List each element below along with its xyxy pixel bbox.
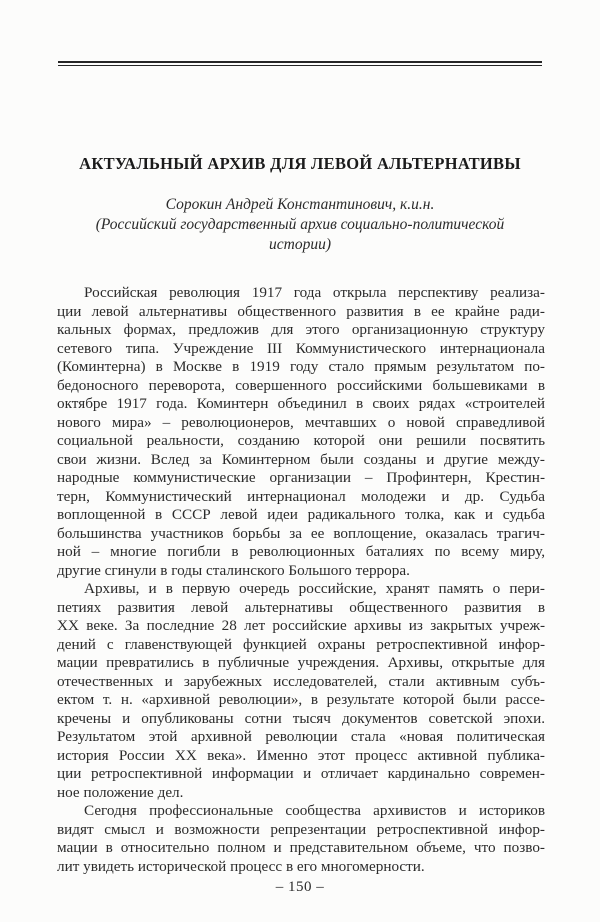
body-line: отечественных и зарубежных исследователей, стали активным субъ- — [57, 672, 545, 690]
body-line: XX веке. За последние 28 лет российские архивы из закрытых учреж- — [57, 617, 545, 634]
body-line: другие сгинули в годы сталинского Большого террора. — [57, 561, 410, 579]
article-title: АКТУАЛЬНЫЙ АРХИВ ДЛЯ ЛЕВОЙ АЛЬТЕРНАТИВЫ — [79, 154, 521, 173]
author-byline: Сорокин Андрей Константинович, к.и.н. — [165, 196, 435, 213]
body-line: октябре 1917 года. Коминтерн объединил в своих рядах «строителей — [57, 395, 545, 412]
body-line: бедоносного переворота, совершенного российскими большевиками в — [57, 376, 545, 394]
body-line: ной – многие погибли в революционных баталиях по всему миру, — [57, 543, 545, 560]
body-line: социальной реальности, созданию которой они решили посвятить — [57, 432, 545, 449]
body-line: кречены и опубликованы сотни тысяч документов советской эпохи. — [57, 709, 545, 727]
body-line: видят смысл и возможности репрезентации ретроспективной инфор- — [57, 820, 545, 838]
body-line: ции левой альтернативы общественного развития в ее крайне ради- — [57, 302, 545, 320]
body-line: ции ретроспективной информации и отличает кардинально современ- — [57, 765, 545, 782]
body-line: история России XX века». Именно этот процесс активной публика- — [57, 746, 545, 764]
body-line: нового мира» – революционеров, мечтавших о новой справедливой — [57, 413, 545, 431]
body-line: петиях развития левой альтернативы общественного развития в — [57, 598, 545, 616]
body-line: Архивы, и в первую очередь российские, хранят память о пери- — [84, 580, 545, 597]
body-line: лит увидеть исторической процесс в его многомерности. — [57, 857, 425, 875]
body-line: ное положение дел. — [57, 783, 184, 801]
body-line: мации превратились в публичные учреждения. Архивы, открытые для — [57, 654, 545, 671]
body-line: Российская революция 1917 года открыла перспективу реализа- — [84, 284, 545, 301]
body-line: терн, Коммунистический интернационал молодежи и др. Судьба — [57, 487, 545, 505]
header-rule — [58, 61, 542, 66]
body-line: ектом т. н. «архивной революции», в результате которой были рассе- — [57, 691, 545, 708]
body-line: кальных формах, предложив для этого организационную структуру — [57, 321, 545, 338]
body-line: (Коминтерна) в Москве в 1919 году стало прямым результатом по- — [57, 358, 545, 375]
body-line: свои жизни. Вслед за Коминтерном были созданы и другие между- — [57, 450, 545, 468]
body-line: мации в относительно полном и представительном объеме, что позво- — [57, 839, 545, 856]
page-number: – 150 – — [275, 879, 325, 895]
article-body — [57, 284, 545, 876]
affiliation-line: истории) — [269, 236, 331, 253]
body-line: воплощенной в СССР левой идеи радикального толка, как и судьба — [57, 506, 545, 523]
body-line: большинства участников борьбы за ее воплощение, оказалась трагич- — [57, 524, 545, 542]
affiliation-line: (Российский государственный архив социально-политической — [95, 216, 505, 233]
body-line: сетевого типа. Учреждение III Коммунистического интернационала — [57, 339, 545, 357]
body-line: народные коммунистические организации – Профинтерн, Крестин- — [57, 469, 545, 486]
body-line: Сегодня профессиональные сообщества архивистов и историков — [84, 802, 545, 819]
author-affiliation — [30, 215, 570, 255]
body-line: Результатом этой архивной революции стала «новая политическая — [57, 728, 545, 745]
body-line: дений с главенствующей функцией охраны ретроспективной инфор- — [57, 635, 545, 653]
